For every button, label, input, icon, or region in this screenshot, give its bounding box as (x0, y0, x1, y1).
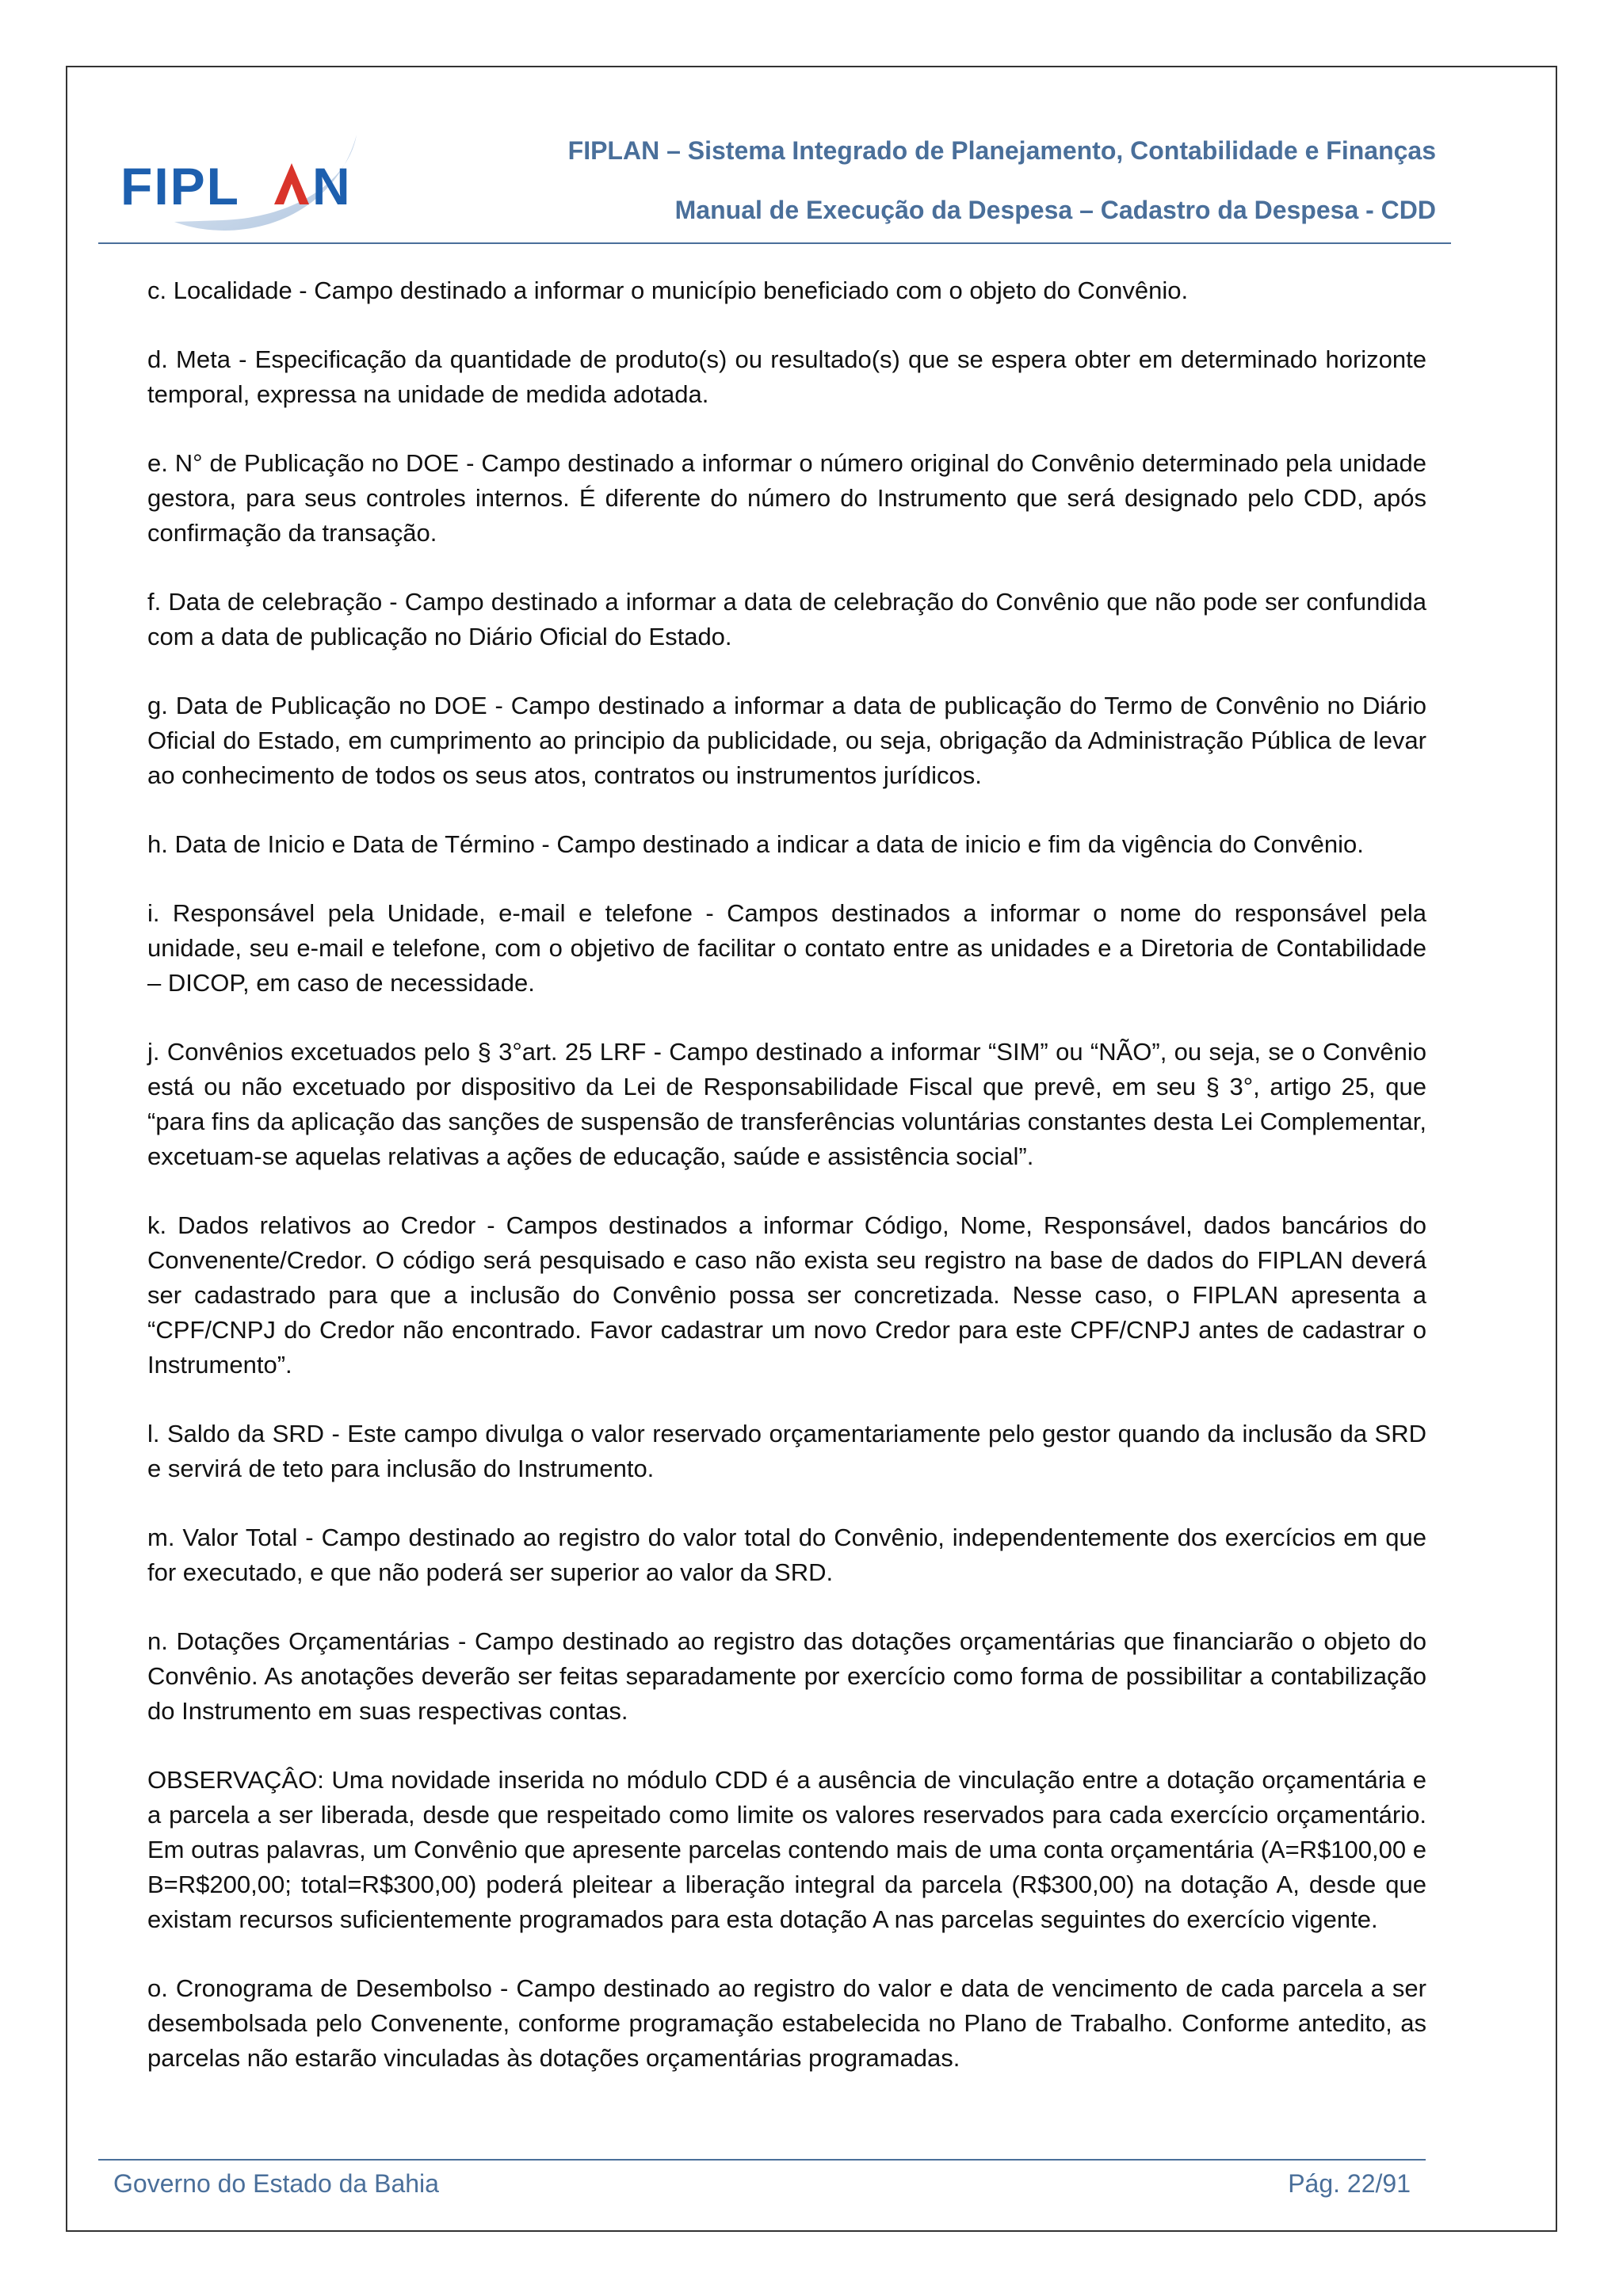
header-divider (98, 242, 1451, 244)
paragraph-data-inicio-termino: h. Data de Inicio e Data de Término - Campo destinado a indicar a data de inicio e fim da vigência do Convênio. (147, 830, 1364, 858)
paragraph-meta: d. Meta - Especificação da quantidade de produto(s) ou resultado(s) que se espera obter em determinado horizonte temporal, expressa na unidade de medida adotada. (147, 345, 1426, 408)
paragraph-valor-total: m. Valor Total - Campo destinado ao registro do valor total do Convênio, independentemente dos exercícios em que for executado, e que não poderá ser superior ao valor da SRD. (147, 1524, 1426, 1586)
paragraph-observacao: OBSERVAÇÂO: Uma novidade inserida no módulo CDD é a ausência de vinculação entre a dotação orçamentária e a parcela a ser liberada, desde que respeitado como limite os valores reservados para cada exercício orçamentário. Em outras palavras, um Convênio que apresente parcelas contendo mais de uma conta orçamentária (A=R$100,00 e B=R$200,00; total=R$300,00) poderá pleitear a liberação integral da parcela (R$300,00) na dotação A, desde que existam recursos suficientemente programados para esta dotação A nas parcelas seguintes do exercício vigente. (147, 1766, 1426, 1933)
document-body (147, 273, 1426, 2110)
paragraph-dotacoes: n. Dotações Orçamentárias - Campo destinado ao registro das dotações orçamentárias que financiarão o objeto do Convênio. As anotações deverão ser feitas separadamente por exercício como forma de possibilitar a contabilização do Instrumento em suas respectivas contas. (147, 1627, 1426, 1725)
paragraph-data-publicacao: g. Data de Publicação no DOE - Campo destinado a informar a data de publicação do Termo de Convênio no Diário Oficial do Estado, em cumprimento ao principio da publicidade, ou seja, obrigação da Administração Pública de levar ao conhecimento de todos os seus atos, contratos ou instrumentos jurídicos. (147, 692, 1426, 789)
footer-divider (98, 2159, 1426, 2161)
footer-organization: Governo do Estado da Bahia (113, 2169, 439, 2198)
header-subtitle: Manual de Execução da Despesa – Cadastro da Despesa - CDD (674, 196, 1436, 224)
svg-text:FIPL: FIPL (120, 157, 240, 215)
svg-text:N: N (312, 157, 350, 215)
paragraph-localidade: c. Localidade - Campo destinado a informar o município beneficiado com o objeto do Convênio. (147, 277, 1189, 304)
header-title: FIPLAN – Sistema Integrado de Planejamento, Contabilidade e Finanças (567, 136, 1436, 165)
fiplan-logo (119, 127, 380, 246)
paragraph-saldo-srd: l. Saldo da SRD - Este campo divulga o valor reservado orçamentariamente pelo gestor quando da inclusão da SRD e servirá de teto para inclusão do Instrumento. (147, 1420, 1426, 1482)
page-number: Pág. 22/91 (1288, 2169, 1411, 2198)
paragraph-convenios-excetuados: j. Convênios excetuados pelo § 3°art. 25 LRF - Campo destinado a informar “SIM” ou “NÃO”, ou seja, se o Convênio está ou não excetuado por dispositivo da Lei de Responsabilidade Fiscal que prevê, em seu § 3°, artigo 25, que “para fins da aplicação das sanções de suspensão de transferências voluntárias constantes desta Lei Complementar, excetuam-se aquelas relativas a ações de educação, saúde e assistência social”. (147, 1038, 1426, 1170)
paragraph-data-celebracao: f. Data de celebração - Campo destinado a informar a data de celebração do Convênio que não pode ser confundida com a data de publicação no Diário Oficial do Estado. (147, 588, 1426, 650)
paragraph-publicacao-doe: e. N° de Publicação no DOE - Campo destinado a informar o número original do Convênio determinado pela unidade gestora, para seus controles internos. É diferente do número do Instrumento que será designado pelo CDD, após confirmação da transação. (147, 449, 1426, 547)
paragraph-cronograma: o. Cronograma de Desembolso - Campo destinado ao registro do valor e data de vencimento de cada parcela a ser desembolsada pelo Convenente, conforme programação estabelecida no Plano de Trabalho. Conforme antedito, as parcelas não estarão vinculadas às dotações orçamentárias programadas. (147, 1974, 1426, 2072)
paragraph-dados-credor: k. Dados relativos ao Credor - Campos destinados a informar Código, Nome, Responsável, dados bancários do Convenente/Credor. O código será pesquisado e caso não exista seu registro na base de dados do FIPLAN deverá ser cadastrado para que a inclusão do Convênio possa ser concretizada. Nesse caso, o FIPLAN apresenta a “CPF/CNPJ do Credor não encontrado. Favor cadastrar um novo Credor para este CPF/CNPJ antes de cadastrar o Instrumento”. (147, 1211, 1426, 1379)
paragraph-responsavel: i. Responsável pela Unidade, e-mail e telefone - Campos destinados a informar o nome do responsável pela unidade, seu e-mail e telefone, com o objetivo de facilitar o contato entre as unidades e a Diretoria de Contabilidade – DICOP, em caso de necessidade. (147, 899, 1426, 997)
